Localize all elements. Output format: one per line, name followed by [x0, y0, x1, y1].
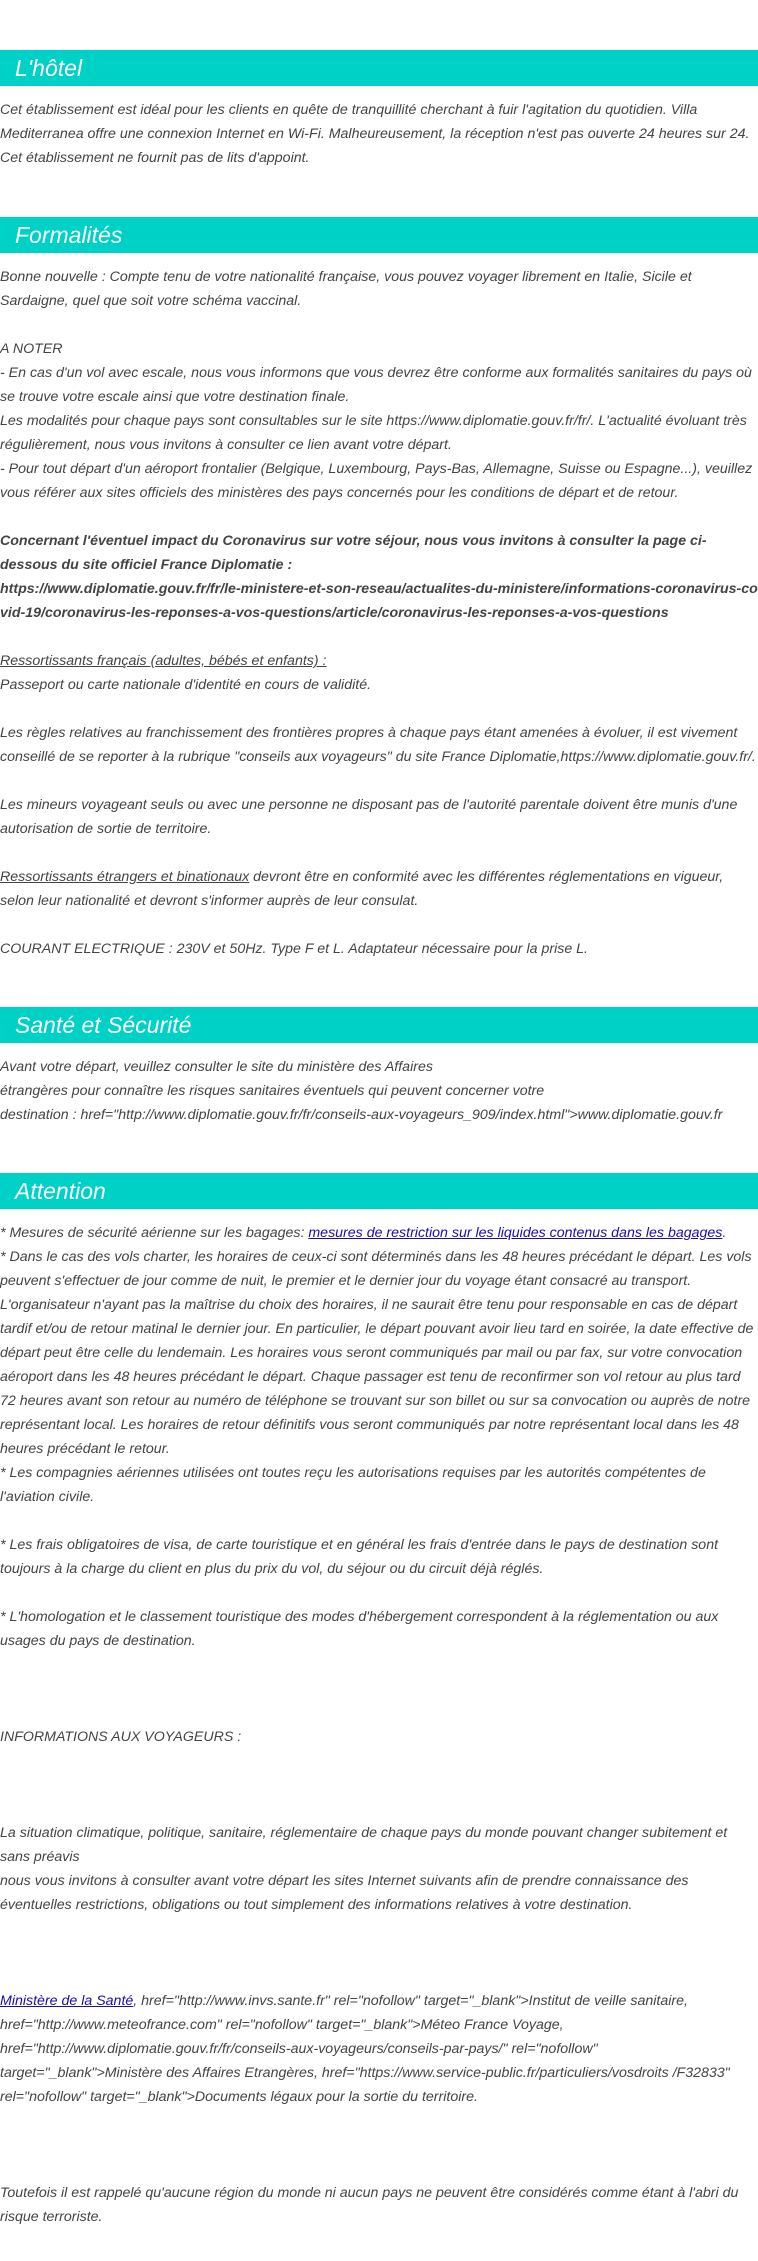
covid-notice: Concernant l'éventuel impact du Coronavirus sur votre séjour, nous vous invitons à consulter la page ci-dessous du site officiel France Diplomatie : — [0, 533, 707, 573]
charter-text: * Dans le cas des vols charter, les horaires de ceux-ci sont déterminés dans les 48 heures précédant le départ. Les vols peuvent s'effectuer de jour comme de nuit, le premier et le dernier jour du voyage étant consacré au transport. L'organisateur n'ayant pas la maîtrise du choix des horaires, il ne saurait être tenu pour responsable en cas de départ tardif et/ou de retour matinal le dernier jour. En particulier, le départ pouvant avoir lieu tard en soirée, la date effective de départ peut être celle du lendemain. Les horaires vous seront communiqués par mail ou par fax, sur votre convocation aéroport dans les 48 heures précédant le départ. Chaque passager est tenu de reconfirmer son vol retour au plus tard 72 heures avant son retour au numéro de téléphone se trouvant sur son billet ou sur sa convocation ou auprès de notre représentant local. Les horaires de retour définitifs vous seront communiqués par notre représentant local dans les 48 heures précédant le retour. — [0, 1249, 754, 1457]
top-spacer — [0, 0, 758, 50]
sante-line-3: destination : href="http://www.diplomatie.gouv.fr/fr/conseils-aux-voyageurs_909/index.html">www.diplomatie.gouv.fr — [0, 1107, 723, 1123]
infos-voyageurs-title: INFORMATIONS AUX VOYAGEURS : — [0, 1729, 242, 1745]
sante-line-2: étrangères pour connaître les risques sanitaires éventuels qui peuvent concerner votre — [0, 1083, 545, 1099]
formalites-intro: Bonne nouvelle : Compte tenu de votre nationalité française, vous pouvez voyager librement en Italie, Sicile et Sardaigne, quel que soit votre schéma vaccinal. — [0, 269, 692, 309]
note-escale: - En cas d'un vol avec escale, nous vous informons que vous devrez être conforme aux formalités sanitaires du pays où se trouve votre escale ainsi que votre destination finale. — [0, 365, 752, 405]
ressortissants-etrangers — [0, 865, 758, 913]
attention-header: Attention — [0, 1173, 758, 1209]
note-title: A NOTER — [0, 341, 63, 357]
ministere-text — [0, 1989, 758, 2109]
ressortissants-etrangers-text: devront être en conformité avec les différentes réglementations en vigueur, selon leur nationalité et devront s'informer auprès de leur consulat. — [0, 869, 724, 909]
bagages-prefix: * Mesures de sécurité aérienne sur les bagages: — [0, 1225, 309, 1241]
compagnies-text: * Les compagnies aériennes utilisées ont toutes reçu les autorisations requises par les autorités compétentes de l'aviation civile. — [0, 1465, 706, 1505]
frais-text: * Les frais obligatoires de visa, de carte touristique et en général les frais d'entrée dans le pays de destination sont toujours à la charge du client en plus du prix du vol, du séjour ou du circuit déjà réglés. — [0, 1537, 719, 1577]
note-modalites: Les modalités pour chaque pays sont consultables sur le site https://www.diplomatie.gouv.fr/fr/. L'actualité évoluant très régulièrement, nous vous invitons à consulter ce lien avant votre départ. — [0, 413, 747, 453]
sante-header: Santé et Sécurité — [0, 1007, 758, 1043]
hotel-section — [0, 50, 758, 170]
formalites-section — [0, 217, 758, 961]
bagages-suffix: . — [722, 1225, 727, 1241]
frontieres-text: Les règles relatives au franchissement des frontières propres à chaque pays étant amenées à évoluer, il est vivement conseillé de se reporter à la rubrique "conseils aux voyageurs" du site France Diplomatie,https://www.diplomatie.gouv.fr/. — [0, 725, 756, 765]
ministere-sante-link[interactable]: Ministère de la Santé — [0, 1993, 134, 2009]
hotel-description: Cet établissement est idéal pour les clients en quête de tranquillité cherchant à fuir l'agitation du quotidien. Villa Mediterranea offre une connexion Internet en Wi-Fi. Malheureusement, la réception n'est pas ouverte 24 heures sur 24. Cet établissement ne fournit pas de lits d'appoint. — [0, 102, 750, 166]
mineurs-text: Les mineurs voyageant seuls ou avec une personne ne disposant pas de l'autorité parentale doivent être munis d'une autorisation de sortie de territoire. — [0, 797, 738, 837]
covid-url: https://www.diplomatie.gouv.fr/fr/le-ministere-et-son-reseau/actualites-du-ministere/informations-coronavirus-covid-19/coronavirus-les-reponses-a-vos-questions/article/coronavirus-les-reponses-a-vos-questions — [0, 581, 758, 621]
ressortissants-francais-title: Ressortissants français (adultes, bébés et enfants) : — [0, 653, 327, 669]
situation-text-1: La situation climatique, politique, sanitaire, réglementaire de chaque pays du monde pouvant changer subitement et sans préavis — [0, 1825, 728, 1865]
attention-section — [0, 1173, 758, 2229]
situation-text-2: nous vous invitons à consulter avant votre départ les sites Internet suivants afin de prendre connaissance des éventuelles restrictions, obligations ou tout simplement des informations relatives à votre destination. — [0, 1873, 689, 1913]
courant-electrique: COURANT ELECTRIQUE : 230V et 50Hz. Type F et L. Adaptateur nécessaire pour la prise L. — [0, 941, 588, 957]
bagages-restriction-link[interactable]: mesures de restriction sur les liquides contenus dans les bagages — [308, 1225, 723, 1241]
homologation-text: * L'homologation et le classement touristique des modes d'hébergement correspondent à la réglementation ou aux usages du pays de destination. — [0, 1609, 719, 1649]
hotel-header: L'hôtel — [0, 50, 758, 86]
sante-line-1: Avant votre départ, veuillez consulter le site du ministère des Affaires — [0, 1059, 433, 1075]
terrorisme-text: Toutefois il est rappelé qu'aucune région du monde ni aucun pays ne peuvent être considérés comme étant à l'abri du risque terroriste. — [0, 2185, 739, 2225]
ressortissants-etrangers-title: Ressortissants étrangers et binationaux — [0, 869, 250, 885]
sante-section — [0, 1007, 758, 1127]
ressortissants-francais-text: Passeport ou carte nationale d'identité en cours de validité. — [0, 677, 372, 693]
note-frontalier: - Pour tout départ d'un aéroport frontalier (Belgique, Luxembourg, Pays-Bas, Allemagne, Suisse ou Espagne...), veuillez vous référer aux sites officiels des ministères des pays concernés pour les conditions de départ et de retour. — [0, 461, 753, 501]
ministere-rest: , href="http://www.invs.sante.fr" rel="nofollow" target="_blank">Institut de veille sanitaire, href="http://www.meteofrance.com" rel="nofollow" target="_blank">Méteo France Voyage, href="http://www.diplomatie.gouv.fr/fr/conseils-aux-voyageurs/conseils-par-pays/" rel="nofollow" target="_blank">Ministère des Affaires Etrangères, href="https://www.service-public.fr/particuliers/vosdroits /F32833" rel="nofollow" target="_blank">Documents légaux pour la sortie du territoire. — [0, 1993, 730, 2105]
bagages-text — [0, 1221, 758, 1245]
formalites-header: Formalités — [0, 217, 758, 253]
